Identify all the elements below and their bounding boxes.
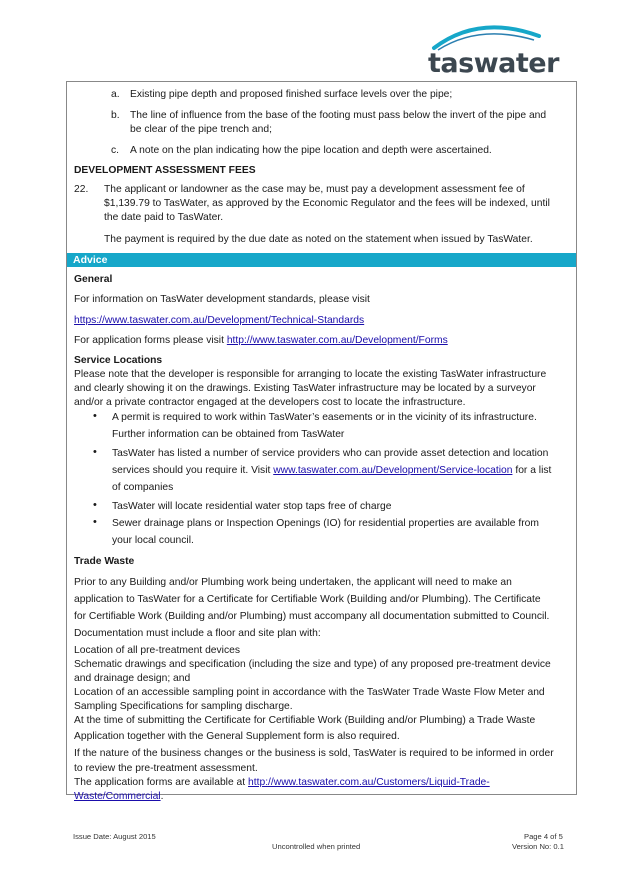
- tw-line2: application to TasWater for a Certificate for Certifiable Work (Building and/or Plumbing). The Certificate: [74, 594, 541, 605]
- payment-text: The payment is required by the due date as noted on the statement when issued by TasWater.: [104, 234, 533, 245]
- standards-link[interactable]: https://www.taswater.com.au/Development/Technical-Standards: [74, 315, 365, 326]
- tw-line15: [74, 790, 163, 804]
- item-marker: c.: [111, 145, 120, 156]
- tw-line6: Schematic drawings and specification (including the size and type) of any proposed pre-treatment device: [74, 659, 551, 670]
- item-b-line2: be clear of the pipe trench and;: [130, 124, 272, 135]
- tw-line3: for Certifiable Work (Building and/or Plumbing) must accompany all documentation submitted to Council.: [74, 611, 550, 622]
- trade-waste-link-cont[interactable]: Waste/Commercial: [74, 791, 161, 802]
- bullet2-line1: TasWater has listed a number of service providers who can provide asset detection and location: [112, 448, 549, 459]
- advice-bar: Advice: [67, 253, 576, 267]
- tw-forms-prefix: The application forms are available at: [74, 777, 246, 788]
- item-22-line3: the date paid to TasWater.: [104, 212, 224, 223]
- content-box: [66, 81, 577, 802]
- bullet-icon: •: [93, 499, 97, 511]
- taswater-logo: [424, 22, 559, 79]
- tw-line9: Sampling Specifications for sampling discharge.: [74, 701, 293, 712]
- bullet1-line2: Further information can be obtained from TasWater: [112, 429, 345, 440]
- tw-line10: At the time of submitting the Certificate for Certifiable Work (Building and/or Plumbing) a Trade Waste: [74, 715, 536, 726]
- bullet4-line1: Sewer drainage plans or Inspection Openings (IO) for residential properties are available from: [112, 518, 539, 529]
- logo-wordmark: taswater: [428, 48, 559, 79]
- forms-line: [74, 334, 448, 348]
- bullet4-line2: your local council.: [112, 535, 194, 546]
- tw-line11: Application together with the General Supplement form is also required.: [74, 731, 400, 742]
- item-marker: b.: [111, 110, 120, 121]
- tw-line4: Documentation must include a floor and site plan with:: [74, 628, 321, 639]
- tw-line13: to review the pre-treatment assessment.: [74, 763, 258, 774]
- bullet2-suffix: for a list: [515, 465, 552, 476]
- bullet-icon: •: [93, 446, 97, 458]
- item-22-line1: The applicant or landowner as the case may be, must pay a development assessment fee of: [104, 184, 525, 195]
- trade-waste-link[interactable]: http://www.taswater.com.au/Customers/Liquid-Trade-: [248, 777, 490, 788]
- bullet2-prefix: services should you require it. Visit: [112, 465, 271, 476]
- forms-link[interactable]: http://www.taswater.com.au/Development/Forms: [226, 335, 448, 346]
- bullet-icon: •: [93, 410, 97, 422]
- item-b-line1: The line of influence from the base of the footing must pass below the invert of the pipe and: [130, 110, 547, 121]
- item-a-text: Existing pipe depth and proposed finished surface levels over the pipe;: [130, 89, 453, 100]
- conditions-section: [67, 82, 576, 255]
- tw-line1: Prior to any Building and/or Plumbing work being undertaken, the applicant will need to make an: [74, 577, 512, 588]
- forms-prefix: For application forms please visit: [74, 335, 224, 346]
- service-line3: and/or a private contractor engaged at the developers cost to locate the infrastructure.: [74, 397, 466, 408]
- service-heading: Service Locations: [74, 355, 163, 366]
- version-number: Version No: 0.1: [512, 842, 564, 851]
- tw-line14: [74, 776, 490, 790]
- item-c-text: A note on the plan indicating how the pipe location and depth were ascertained.: [130, 145, 492, 156]
- service-location-link[interactable]: www.taswater.com.au/Development/Service-location: [273, 465, 513, 476]
- item-marker: a.: [111, 89, 120, 100]
- bullet3-text: TasWater will locate residential water stop taps free of charge: [112, 501, 392, 512]
- bullet1-line1: A permit is required to work within TasWater’s easements or in the vicinity of its infrastructure.: [112, 412, 537, 423]
- tw-period: .: [160, 791, 164, 802]
- bullet2-line3: of companies: [112, 482, 174, 493]
- uncontrolled-note: Uncontrolled when printed: [272, 842, 361, 851]
- bullet2-line2: [112, 464, 551, 478]
- service-line2: and clearly showing it on the drawings. Existing TasWater infrastructure may be located by a surveyor: [74, 383, 536, 394]
- tw-line5: Location of all pre-treatment devices: [74, 645, 240, 656]
- fees-heading: DEVELOPMENT ASSESSMENT FEES: [74, 165, 256, 176]
- item-marker: 22.: [74, 184, 89, 195]
- service-line1: Please note that the developer is responsible for arranging to locate the existing TasWater infrastructure: [74, 369, 547, 380]
- tw-line12: If the nature of the business changes or the business is sold, TasWater is required to be informed in order: [74, 748, 554, 759]
- bullet-icon: •: [93, 516, 97, 528]
- tw-line7: and drainage design; and: [74, 673, 191, 684]
- item-22-line2: $1,139.79 to TasWater, as approved by the Economic Regulator and the fees will be indexed, until: [104, 198, 550, 209]
- general-text: For information on TasWater development standards, please visit: [74, 294, 370, 305]
- page-number: Page 4 of 5: [524, 832, 563, 841]
- tw-line8: Location of an accessible sampling point in accordance with the TasWater Trade Waste Flow Meter and: [74, 687, 545, 698]
- issue-date: Issue Date: August 2015: [73, 832, 156, 841]
- trade-waste-heading: Trade Waste: [74, 556, 135, 567]
- general-heading: General: [74, 274, 113, 285]
